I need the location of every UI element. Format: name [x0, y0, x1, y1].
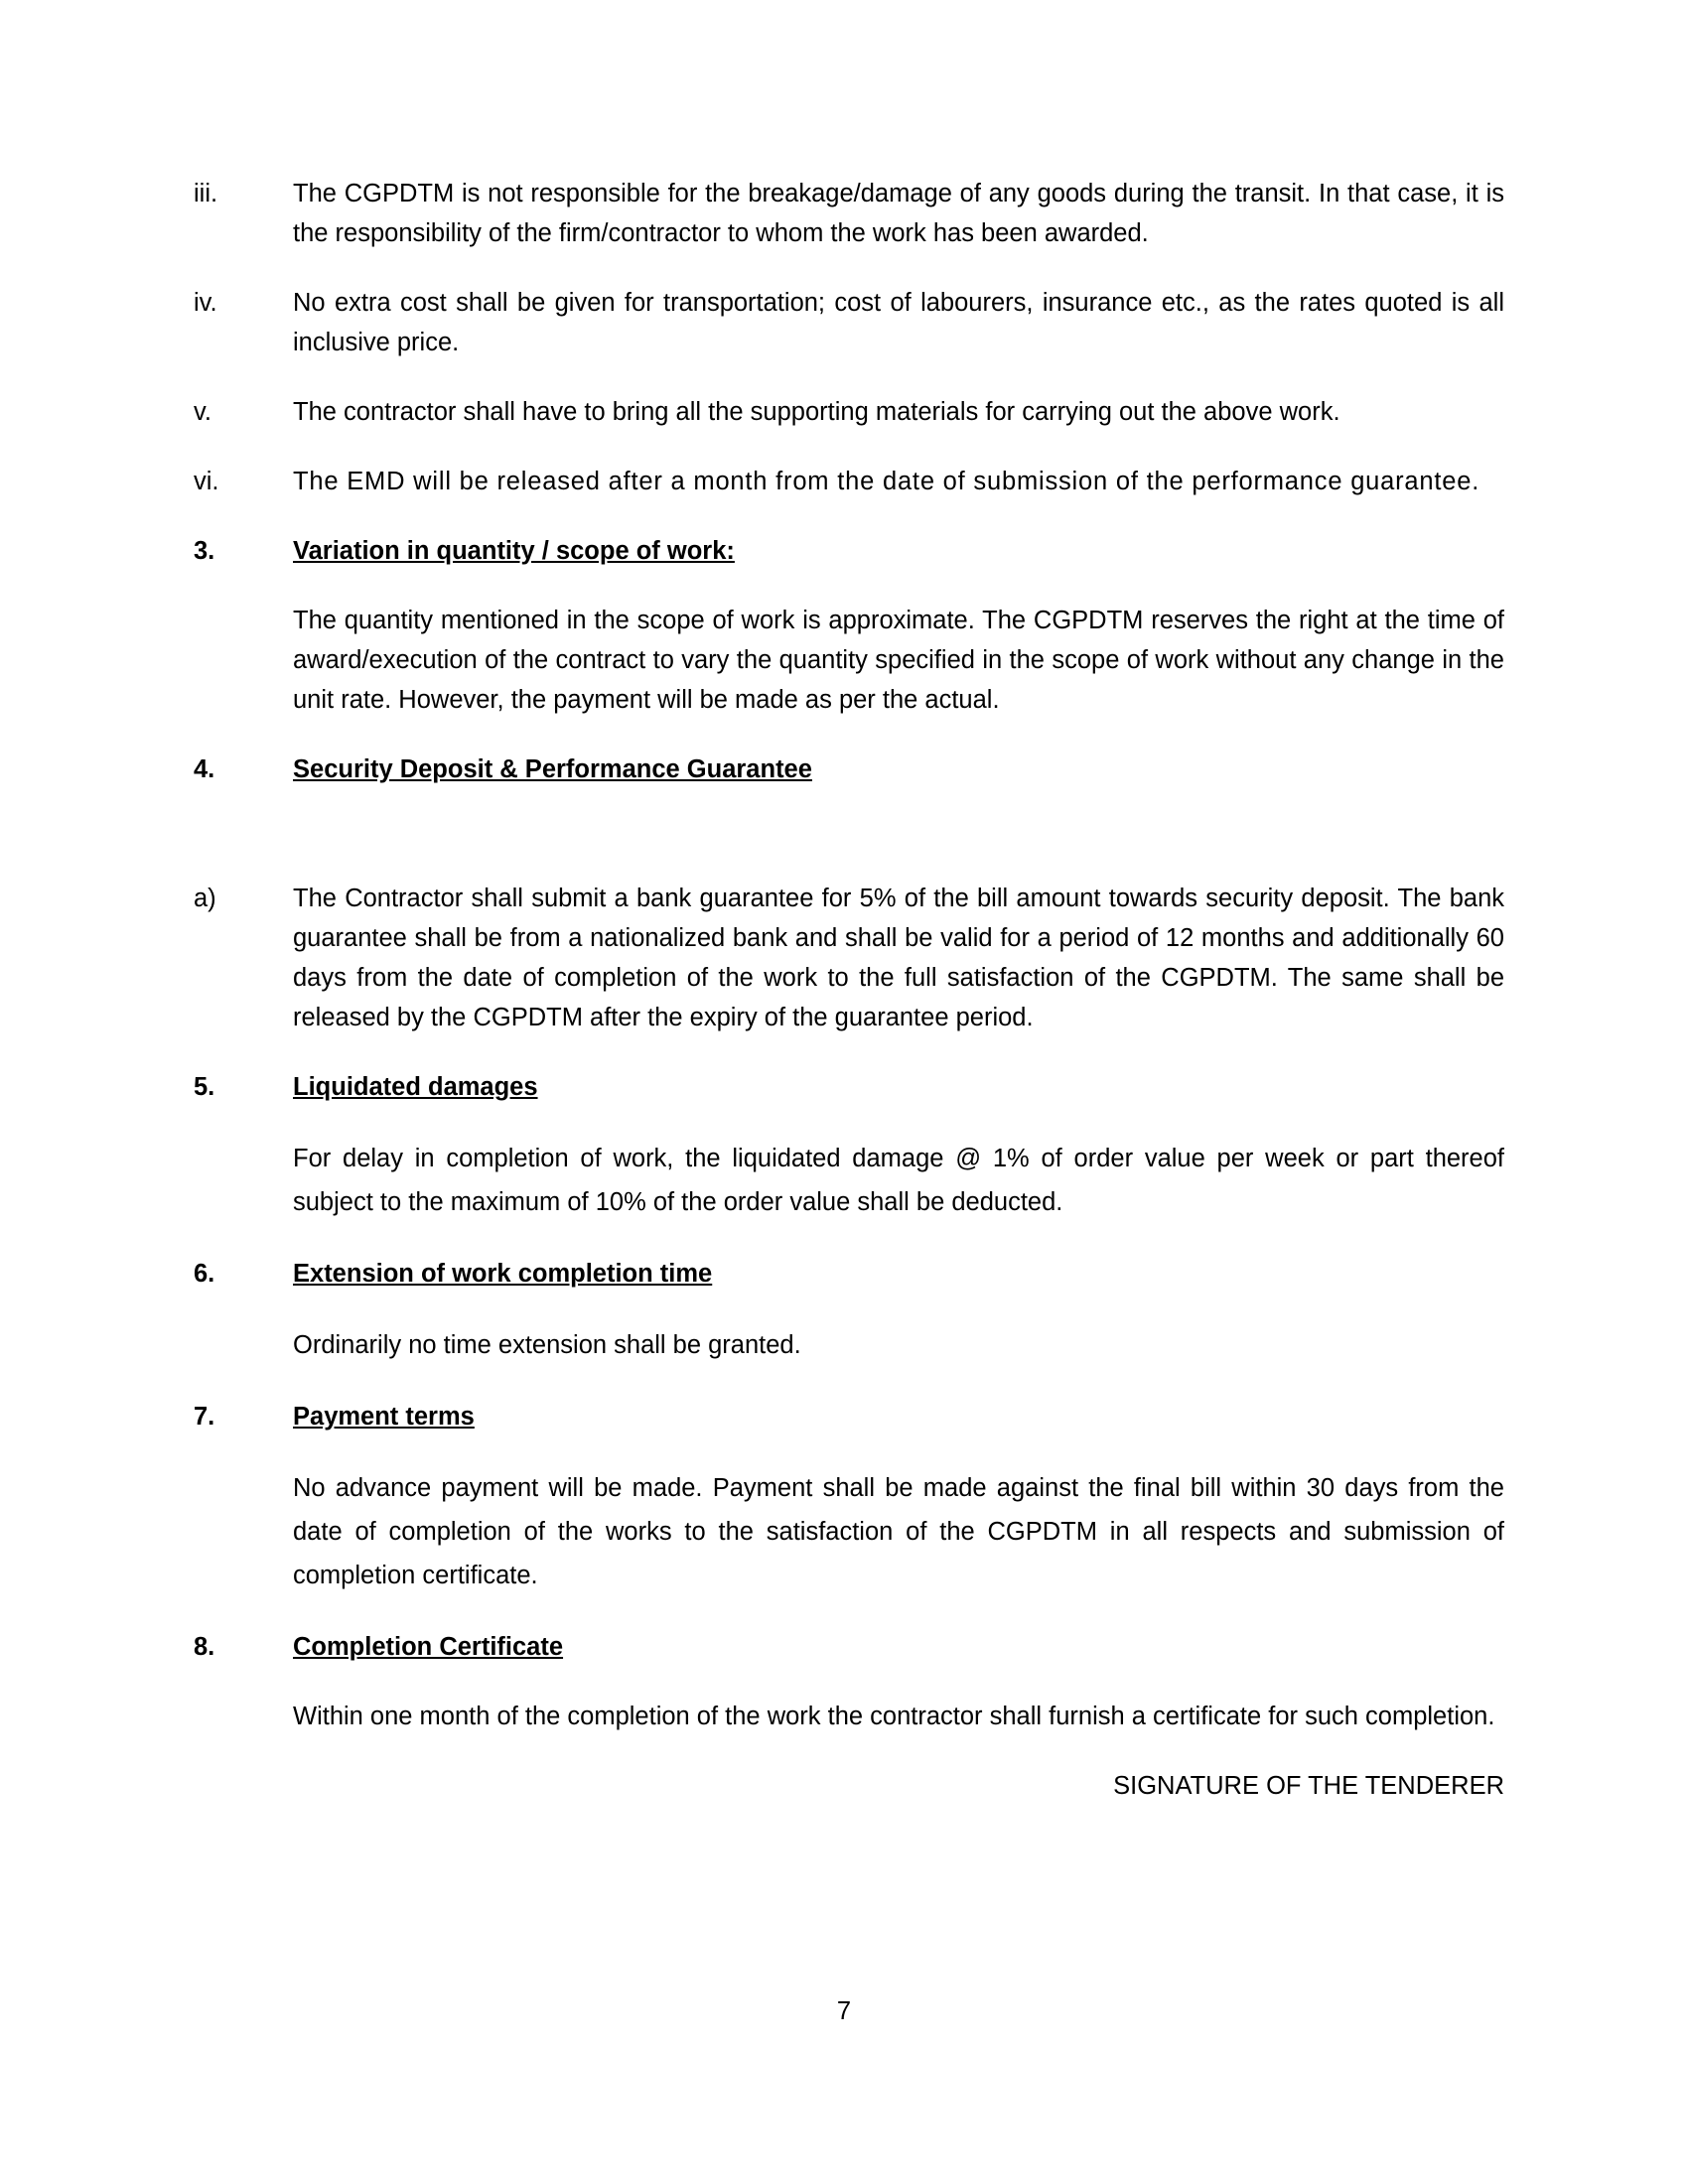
- section-heading-3: [194, 531, 1504, 571]
- section-title: Extension of work completion time: [293, 1260, 713, 1288]
- page-number: 7: [836, 1997, 852, 2025]
- section-number: 4.: [194, 755, 215, 783]
- section-heading-7: [194, 1397, 1504, 1436]
- document-body: [194, 174, 1504, 1806]
- section-title: Security Deposit & Performance Guarantee: [293, 755, 812, 783]
- section-title: Payment terms: [293, 1403, 475, 1431]
- list-marker: iv.: [194, 289, 217, 317]
- list-item: [194, 392, 1504, 432]
- section-heading-6: [194, 1254, 1504, 1294]
- section-heading-8: [194, 1627, 1504, 1667]
- section-title: Completion Certificate: [293, 1633, 564, 1661]
- list-item-text: No extra cost shall be given for transportation; cost of labourers, insurance etc., as the rates quoted is all inclusive price.: [293, 289, 1504, 356]
- list-marker: iii.: [194, 180, 218, 207]
- spacer: [194, 819, 1504, 879]
- list-item: [194, 174, 1504, 253]
- section-title: Liquidated damages: [293, 1073, 538, 1101]
- section-title: Variation in quantity / scope of work:: [293, 537, 735, 565]
- list-marker: vi.: [194, 468, 219, 495]
- section-4-sub-item: [194, 879, 1504, 1037]
- list-item-text: The CGPDTM is not responsible for the breakage/damage of any goods during the transit. In that case, it is the responsibility of the firm/contractor to whom the work has been awarded.: [293, 180, 1504, 247]
- section-number: 8.: [194, 1633, 215, 1661]
- list-item: [194, 283, 1504, 362]
- sub-list-marker: a): [194, 885, 216, 912]
- section-heading-5: [194, 1067, 1504, 1107]
- sub-list-text: The Contractor shall submit a bank guarantee for 5% of the bill amount towards security deposit. The bank guarantee shall be from a nationalized bank and shall be valid for a period of 12 months and additionally 60 days from the date of completion of the work to the full satisfaction of the CGPDTM. The same shall be released by the CGPDTM after the expiry of the guarantee period.: [293, 885, 1504, 1031]
- section-number: 7.: [194, 1403, 215, 1431]
- list-item: [194, 462, 1504, 501]
- signature-of-tenderer: SIGNATURE OF THE TENDERER: [1113, 1772, 1504, 1800]
- section-heading-4: [194, 750, 1504, 789]
- section-6-body: Ordinarily no time extension shall be granted.: [293, 1331, 801, 1359]
- section-7-body: No advance payment will be made. Payment shall be made against the final bill within 30 days from the date of completion of the works to the satisfaction of the CGPDTM in all respects and submission of completion certificate.: [293, 1474, 1504, 1589]
- section-3-body: The quantity mentioned in the scope of work is approximate. The CGPDTM reserves the right at the time of award/execution of the contract to vary the quantity specified in the scope of work without any change in the unit rate. However, the payment will be made as per the actual.: [293, 607, 1504, 714]
- section-number: 5.: [194, 1073, 215, 1101]
- list-item-text: The EMD will be released after a month from the date of submission of the performance guarantee.: [293, 468, 1480, 495]
- section-5-body: For delay in completion of work, the liquidated damage @ 1% of order value per week or part thereof subject to the maximum of 10% of the order value shall be deducted.: [293, 1145, 1504, 1216]
- list-item-text: The contractor shall have to bring all the supporting materials for carrying out the above work.: [293, 398, 1340, 426]
- section-8-body: Within one month of the completion of the work the contractor shall furnish a certificate for such completion.: [293, 1703, 1495, 1730]
- section-number: 6.: [194, 1260, 215, 1288]
- list-marker: v.: [194, 398, 211, 426]
- section-number: 3.: [194, 537, 215, 565]
